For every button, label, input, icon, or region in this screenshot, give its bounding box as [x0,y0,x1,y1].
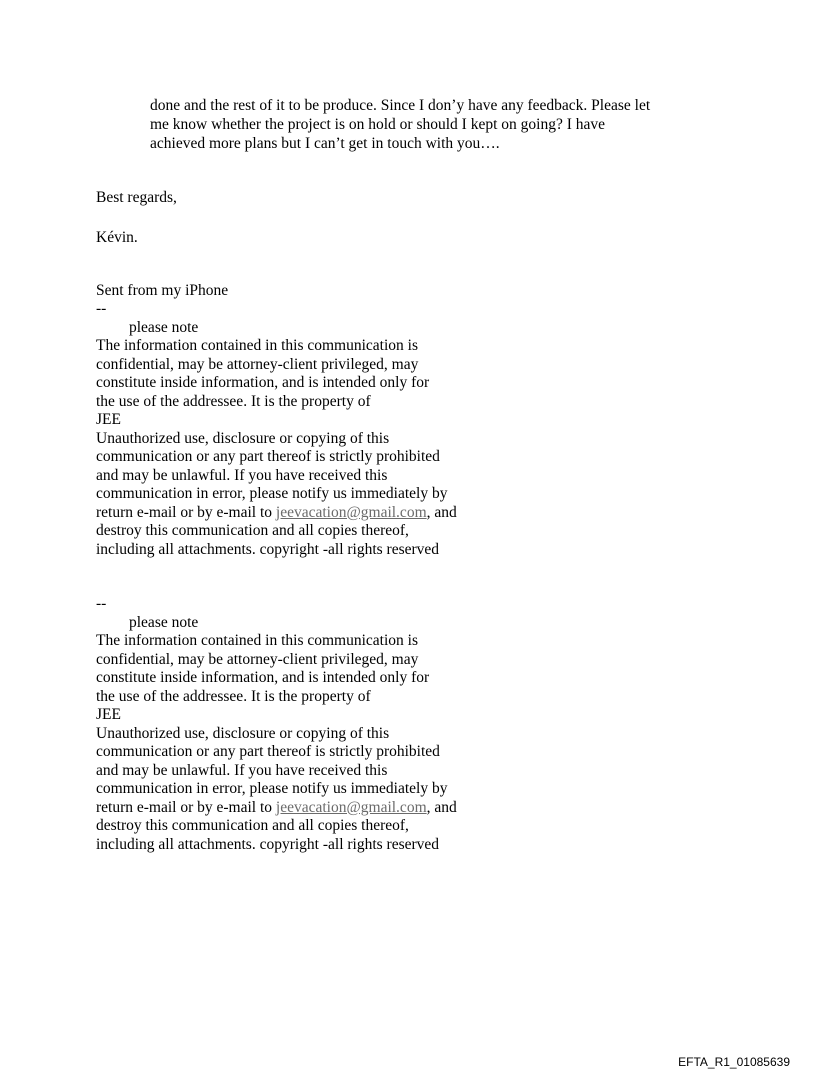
disclaimer-line: communication or any part thereof is strictly prohibited [96,448,440,465]
disclaimer-line: confidential, may be attorney-client privileged, may [96,355,419,373]
disclaimer-email-line [96,799,457,818]
quoted-line: achieved more plans but I can’t get in touch with you…. [150,135,500,152]
email-link[interactable]: jeevacation@gmail.com [275,503,427,521]
quoted-line: done and the rest of it to be produce. Since I don’y have any feedback. Please let [150,97,651,114]
sent-from-line: Sent from my iPhone [96,282,229,299]
quoted-line: me know whether the project is on hold or should I kept on going? I have [150,116,605,133]
disclaimer-line: confidential, may be attorney-client privileged, may [96,650,419,668]
closing-text: Best regards, [96,189,177,206]
email-link[interactable]: jeevacation@gmail.com [275,798,427,816]
disclaimer-line: destroy this communication and all copies thereof, [96,817,409,834]
disclaimer-line: including all attachments. copyright -all rights reserved [96,835,440,853]
quoted-paragraph [150,96,690,153]
signature-name: Kévin. [96,229,138,246]
signature-separator: -- [96,300,107,317]
email-suffix: , and [426,798,457,816]
disclaimer-line: Unauthorized use, disclosure or copying of this [96,724,390,742]
disclaimer-line: JEE [96,411,121,428]
email-prefix: return e-mail or by e-mail to [96,798,276,816]
disclaimer-line: and may be unlawful. If you have received this [96,466,388,484]
disclaimer-line: constitute inside information, and is intended only for [96,374,430,391]
disclaimer-line: communication in error, please notify us immediately by [96,485,448,502]
disclaimer-line: including all attachments. copyright -all rights reserved [96,540,440,558]
signature-separator: -- [96,595,107,612]
disclaimer-line: communication in error, please notify us immediately by [96,780,448,797]
bates-number: EFTA_R1_01085639 [678,1055,790,1069]
disclaimer-line: The information contained in this communication is [96,337,418,354]
disclaimer-line: The information contained in this communication is [96,632,418,649]
disclaimer-line: destroy this communication and all copies thereof, [96,522,409,539]
disclaimer-line: the use of the addressee. It is the property of [96,687,371,705]
disclaimer-line: communication or any part thereof is strictly prohibited [96,743,440,760]
disclaimer-line: Unauthorized use, disclosure or copying of this [96,429,390,447]
disclaimer-heading: please note [129,318,199,336]
disclaimer-heading: please note [129,613,199,631]
disclaimer-line: JEE [96,706,121,723]
disclaimer-block-2 [96,595,457,854]
disclaimer-line: and may be unlawful. If you have received this [96,761,388,779]
email-prefix: return e-mail or by e-mail to [96,503,276,521]
disclaimer-line: the use of the addressee. It is the property of [96,392,371,410]
disclaimer-line: constitute inside information, and is intended only for [96,669,430,686]
disclaimer-block-1 [96,300,457,559]
disclaimer-email-line [96,504,457,523]
email-suffix: , and [426,503,457,521]
